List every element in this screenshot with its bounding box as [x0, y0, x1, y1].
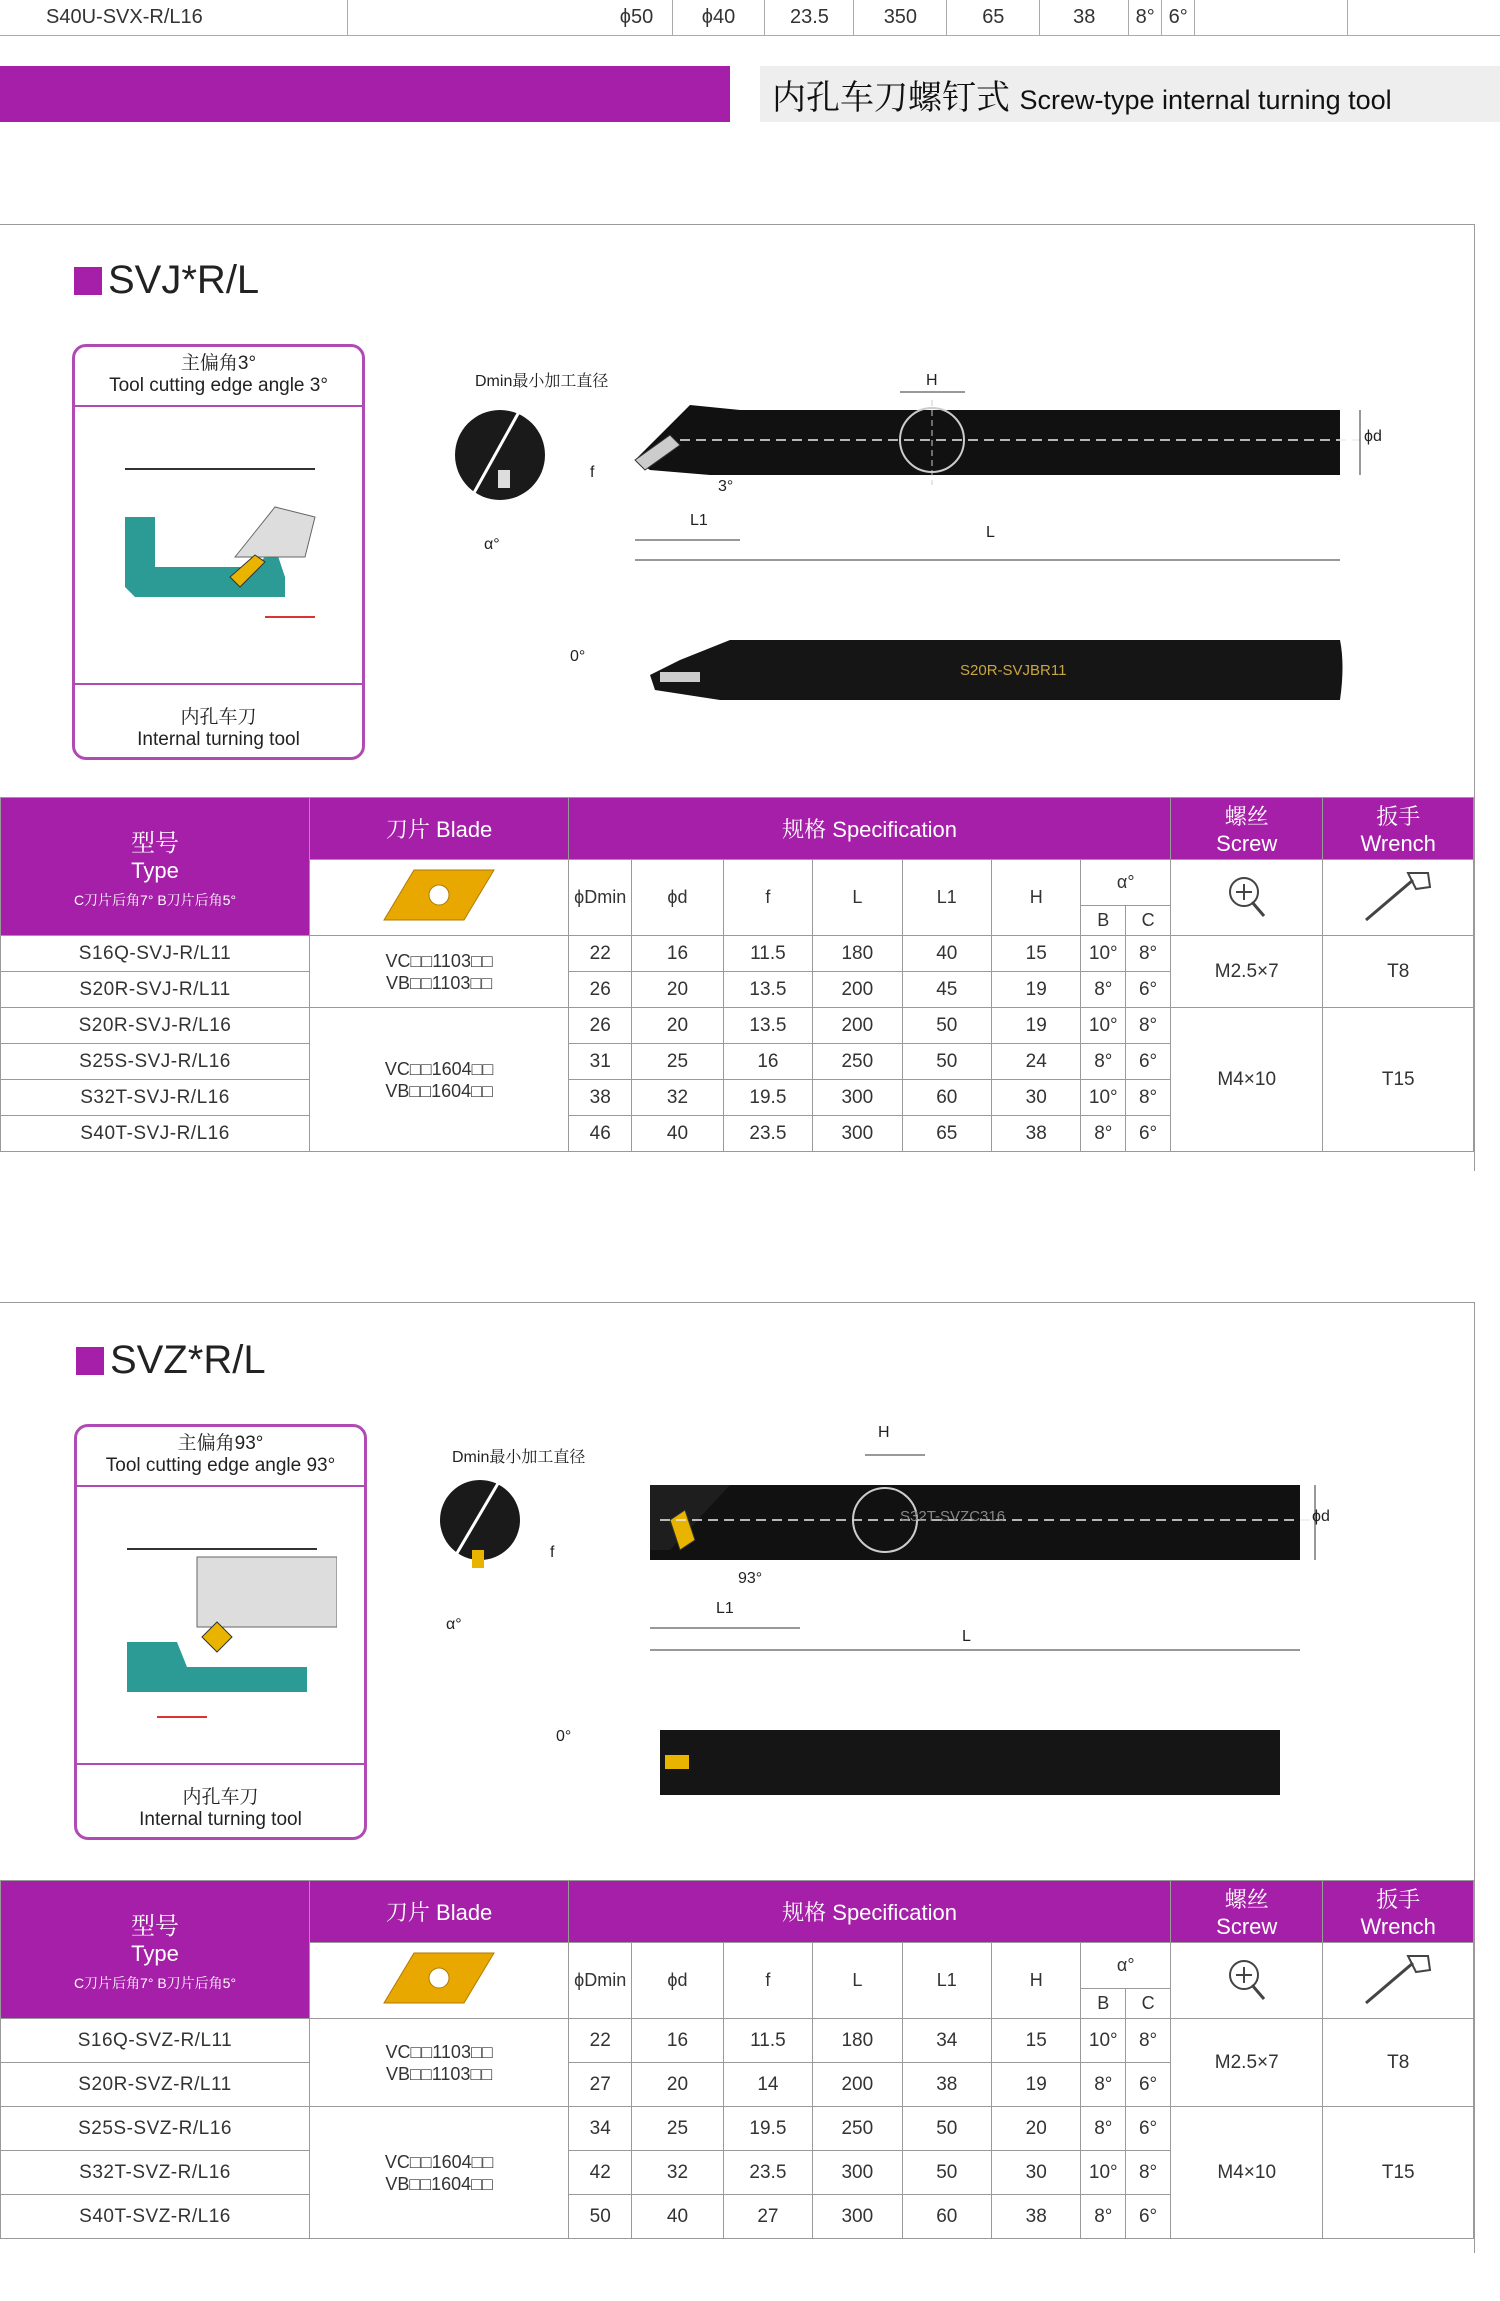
col-alpha-c: C [1126, 1989, 1171, 2019]
table-row: S25S-SVJ-R/L16 31 25 16 250 50 24 8° 6° [1, 1044, 1474, 1080]
blade-cell: VC□□1103□□ VB□□1103□□ [310, 2019, 569, 2107]
wrench-cell: T8 [1323, 936, 1474, 1008]
blade-header: 刀片 Blade [310, 798, 569, 860]
thumb-angle-caption: 主偏角3° Tool cutting edge angle 3° [109, 353, 328, 396]
dim-f-label: f [550, 1544, 555, 1561]
alpha-label: α° [484, 536, 500, 553]
screw-cell: M4×10 [1170, 2107, 1322, 2239]
type-header: 型号 Type C刀片后角7° B刀片后角5° [1, 1881, 310, 2019]
screw-cell: M4×10 [1170, 1008, 1322, 1152]
table-row: S25S-SVZ-R/L16 VC□□1604□□ VB□□1604□□ 34 25 19.5 250 50 20 8° 6° M4×10 T15 [1, 2107, 1474, 2151]
top-row-cell: 23.5 [765, 0, 854, 36]
svz-spec-table [0, 1880, 1474, 2239]
table-row: S20R-SVZ-R/L11 27 20 14 200 38 19 8° 6° [1, 2063, 1474, 2107]
col-alpha: α° [1081, 1943, 1171, 1989]
table-row: S20R-SVJ-R/L11 26 20 13.5 200 45 19 8° 6° [1, 972, 1474, 1008]
blade-cell: VC□□1604□□ VB□□1604□□ [310, 2107, 569, 2239]
wrench-header: 扳手 Wrench [1323, 1881, 1474, 1943]
svz-tool-drawing [420, 1440, 1370, 1840]
wrench-header: 扳手 Wrench [1323, 798, 1474, 860]
title-marker-icon [74, 267, 102, 295]
table-row: S40T-SVZ-R/L16 50 40 27 300 60 38 8° 6° [1, 2195, 1474, 2239]
table-row: S32T-SVZ-R/L16 42 32 23.5 300 50 30 10° 8° [1, 2151, 1474, 2195]
col-f: f [723, 860, 812, 936]
spec-header: 规格 Specification [569, 1881, 1171, 1943]
dim-l-label: L [986, 524, 995, 541]
screw-icon [1170, 1943, 1322, 2019]
col-alpha-b: B [1081, 906, 1126, 936]
thumb-angle-caption: 主偏角93° Tool cutting edge angle 93° [105, 1433, 336, 1476]
col-h: H [992, 860, 1081, 936]
dim-h-label: H [926, 372, 938, 389]
dim-f-label: f [590, 464, 595, 481]
alpha-label: α° [446, 1616, 462, 1633]
dmin-label: Dmin最小加工直径 [452, 1449, 586, 1466]
previous-table-row [0, 0, 1500, 36]
svz-machining-illustration [117, 1527, 337, 1727]
title-en: Screw-type internal turning tool [1019, 85, 1392, 115]
svj-thumbnail-card [72, 344, 365, 760]
col-f: f [723, 1943, 812, 2019]
svj-spec-table [0, 797, 1474, 1152]
col-l1: L1 [902, 860, 991, 936]
col-h: H [992, 1943, 1081, 2019]
dim-h-label: H [878, 1424, 890, 1441]
wrench-cell: T8 [1323, 2019, 1474, 2107]
top-row-cell: ϕ40 [672, 0, 765, 36]
screw-cell: M2.5×7 [1170, 936, 1322, 1008]
svz-thumbnail-card [74, 1424, 367, 1840]
wrench-cell: T15 [1323, 1008, 1474, 1152]
top-row-cell: 6° [1162, 0, 1195, 36]
col-alpha-b: B [1081, 1989, 1126, 2019]
top-row-cell: 350 [854, 0, 947, 36]
dim-l1-label: L1 [690, 512, 708, 529]
col-alpha: α° [1081, 860, 1171, 906]
title-zh: 内孔车刀螺钉式 [772, 79, 1010, 117]
thumb-tool-caption: 内孔车刀 Internal turning tool [137, 707, 300, 750]
dim-l-label: L [962, 1628, 971, 1645]
blade-insert-icon [310, 860, 569, 936]
angle-label: 3° [718, 478, 734, 495]
top-row-model: S40U-SVX-R/L16 [0, 0, 347, 36]
col-dmin: ϕDmin [569, 1943, 632, 2019]
table-row: S20R-SVJ-R/L16 VC□□1604□□ VB□□1604□□ 26 20 13.5 200 50 19 10° 8° M4×10 T15 [1, 1008, 1474, 1044]
title-marker-icon [76, 1347, 104, 1375]
screw-header: 螺丝 Screw [1170, 1881, 1322, 1943]
thumb-tool-caption: 内孔车刀 Internal turning tool [139, 1787, 302, 1830]
wrench-icon [1323, 1943, 1474, 2019]
spec-header: 规格 Specification [569, 798, 1171, 860]
blade-cell: VC□□1103□□ VB□□1103□□ [310, 936, 569, 1008]
screw-header: 螺丝 Screw [1170, 798, 1322, 860]
col-d: ϕd [632, 860, 723, 936]
blade-insert-icon [310, 1943, 569, 2019]
dmin-label: Dmin最小加工直径 [475, 373, 609, 390]
top-row-cell: ϕ50 [602, 0, 672, 36]
wrench-cell: T15 [1323, 2107, 1474, 2239]
tool-marking: S20R-SVJBR11 [960, 662, 1067, 679]
col-d: ϕd [632, 1943, 723, 2019]
svj-machining-illustration [115, 447, 335, 647]
blade-header: 刀片 Blade [310, 1881, 569, 1943]
screw-cell: M2.5×7 [1170, 2019, 1322, 2107]
angle-label: 93° [738, 1570, 763, 1587]
col-l: L [813, 1943, 902, 2019]
table-row: S16Q-SVJ-R/L11 VC□□1103□□ VB□□1103□□ 22 16 11.5 180 40 15 10° 8° M2.5×7 T8 [1, 936, 1474, 972]
col-alpha-c: C [1126, 906, 1171, 936]
top-row-cell: 8° [1129, 0, 1162, 36]
zero-angle-label: 0° [570, 648, 586, 665]
dim-l1-label: L1 [716, 1600, 734, 1617]
page-title [772, 70, 1392, 119]
col-l: L [813, 860, 902, 936]
wrench-icon [1323, 860, 1474, 936]
table-row: S40T-SVJ-R/L16 46 40 23.5 300 65 38 8° 6° [1, 1116, 1474, 1152]
zero-angle-label: 0° [556, 1728, 572, 1745]
svj-section-title: SVJ*R/L [74, 258, 259, 303]
top-row-cell: 65 [947, 0, 1040, 36]
svz-section-title: SVZ*R/L [76, 1338, 266, 1383]
svj-tool-drawing [440, 360, 1390, 760]
screw-icon [1170, 860, 1322, 936]
tool-marking: S32T-SVZC316 [900, 1508, 1006, 1525]
dim-d-label: ϕd [1364, 428, 1382, 445]
top-row-cell: 38 [1040, 0, 1129, 36]
type-header: 型号 Type C刀片后角7° B刀片后角5° [1, 798, 310, 936]
table-row: S32T-SVJ-R/L16 38 32 19.5 300 60 30 10° 8° [1, 1080, 1474, 1116]
dim-d-label: ϕd [1312, 1508, 1330, 1525]
table-row: S16Q-SVZ-R/L11 VC□□1103□□ VB□□1103□□ 22 16 11.5 180 34 15 10° 8° M2.5×7 T8 [1, 2019, 1474, 2063]
blade-cell: VC□□1604□□ VB□□1604□□ [310, 1008, 569, 1152]
col-l1: L1 [902, 1943, 991, 2019]
section-banner [0, 66, 730, 122]
col-dmin: ϕDmin [569, 860, 632, 936]
